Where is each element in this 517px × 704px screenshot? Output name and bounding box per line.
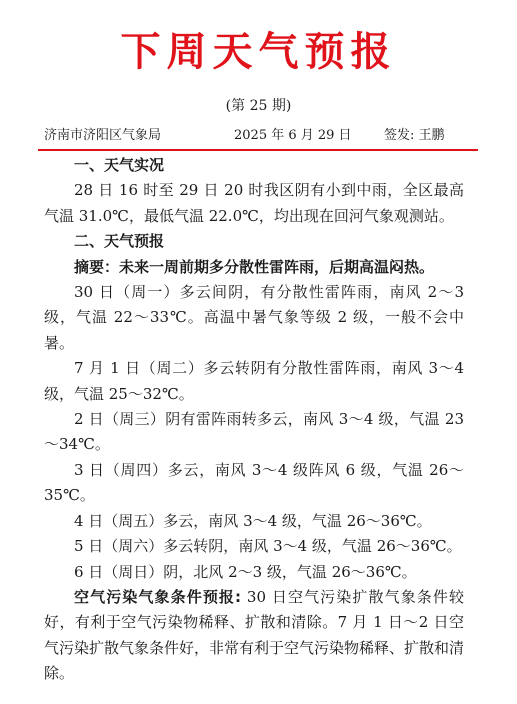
forecast-heading: 二、天气预报: [74, 232, 165, 251]
forecast-day: 30 日（周一）多云间阴，有分散性雷阵雨，南风 2～3 级，气温 22～33℃。高温中暑气象等级 2 级，一般不会中暑。: [44, 283, 464, 352]
report-title: 下周天气预报: [120, 28, 397, 75]
pollution-text: 30 日空气污染扩散气象条件较好，有利于空气污染物稀释、扩散和清除。7 月 1 日～2 日空气污染扩散气象条件好，非常有利于空气污染物稀释、扩散和清除。: [44, 587, 465, 683]
forecast-day: 5 日（周六）多云转阴，南风 3～4 级，气温 26～36℃。: [74, 537, 462, 556]
pollution-forecast: [44, 585, 464, 687]
issue-date: 2025 年 6 月 29 日: [234, 128, 352, 143]
forecast-day: 7 月 1 日（周二）多云转阴有分散性雷阵雨，南风 3～4 级，气温 25～32℃。: [44, 359, 464, 403]
observation-text: 28 日 16 时至 29 日 20 时我区阴有小到中雨，全区最高气温 31.0℃，最低气温 22.0℃，均出现在回河气象观测站。: [44, 181, 464, 225]
header-divider: [38, 149, 478, 151]
forecast-day: 4 日（周五）多云，南风 3～4 级，气温 26～36℃。: [74, 511, 432, 530]
signer: 签发: 王鹏: [384, 128, 445, 143]
issuer-row: [44, 126, 474, 146]
forecast-day: 6 日（周日）阴，北风 2～3 级，气温 26～36℃。: [74, 562, 417, 581]
issuer-org: 济南市济阳区气象局: [44, 128, 162, 143]
pollution-label: 空气污染气象条件预报:: [74, 587, 242, 606]
forecast-day: 2 日（周三）阴有雷阵雨转多云，南风 3～4 级，气温 23～34℃。: [44, 410, 464, 454]
issue-number: (第 25 期): [225, 98, 292, 114]
report-body: [44, 153, 464, 687]
forecast-summary: 摘要：未来一周前期多分散性雷阵雨，后期高温闷热。: [74, 257, 435, 276]
observation-heading: 一、天气实况: [74, 156, 165, 174]
forecast-day: 3 日（周四）多云，南风 3～4 级阵风 6 级，气温 26～35℃。: [44, 460, 464, 505]
